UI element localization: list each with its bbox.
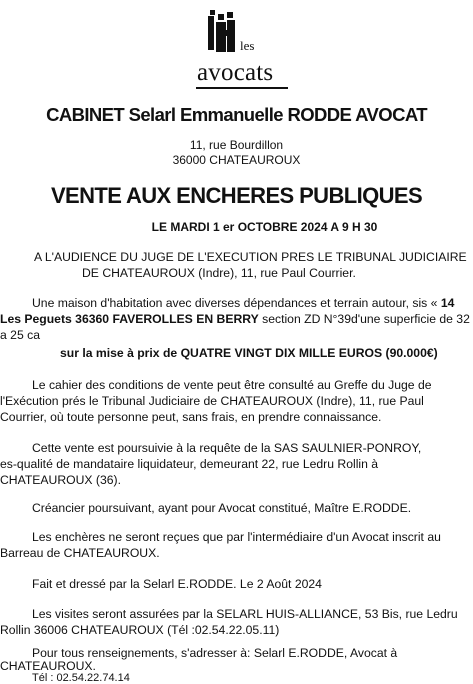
audience-line-2: DE CHATEAUROUX (Indre), 11, rue Paul Courrier. — [82, 266, 356, 280]
property-line-3: a 25 ca — [0, 328, 40, 342]
info-line-3: Tél : 02.54.22.74.14 — [32, 672, 130, 684]
logo-word-les: les — [240, 38, 255, 53]
property-number: 14 — [440, 296, 455, 310]
drafted-line: Fait et dressé par la Selarl E.RODDE. Le 2 Août 2024 — [32, 577, 322, 591]
reserve-price: sur la mise à prix de QUATRE VINGT DIX MILLE EUROS (90.000€) — [60, 346, 438, 360]
property-line-1 — [32, 295, 454, 312]
cabinet-address-city: 36000 CHATEAUROUX — [172, 153, 301, 167]
page-title: VENTE AUX ENCHERES PUBLIQUES — [50, 183, 423, 208]
audience-line-1: A L'AUDIENCE DU JUGE DE L'EXECUTION PRES LE TRIBUNAL JUDICIAIRE — [34, 250, 467, 264]
bids-line-2: Barreau de CHATEAUROUX. — [0, 546, 160, 560]
sale-date: LE MARDI 1 er OCTOBRE 2024 A 9 H 30 — [151, 220, 378, 234]
logo-word-avocats: avocats — [197, 59, 274, 86]
property-address: Les Peguets 36360 FAVEROLLES EN BERRY — [0, 312, 259, 326]
property-intro: Une maison d'habitation avec diverses dépendances et terrain autour, sis « — [32, 296, 441, 310]
visits-line-2: Rollin 36006 CHATEAUROUX (Tél :02.54.22.05.11) — [0, 623, 280, 637]
pursuit-line-3: CHATEAUROUX (36). — [0, 473, 121, 487]
visits-line-1: Les visites seront assurées par la SELARL HUIS-ALLIANCE, 53 Bis, rue Ledru — [32, 607, 458, 621]
property-line-2 — [0, 311, 470, 328]
info-line-1: Pour tous renseignements, s'adresser à: Selarl E.RODDE, Avocat à — [32, 646, 398, 660]
property-cadastre: section ZD N°39d'une superficie de 32 — [258, 312, 470, 326]
cabinet-name: CABINET Selarl Emmanuelle RODDE AVOCAT — [46, 104, 427, 125]
bids-line-1: Les enchères ne seront reçues que par l'intermédiaire d'un Avocat inscrit au — [32, 530, 441, 544]
pursuit-line-2: es-qualité de mandataire liquidateur, demeurant 22, rue Ledru Rollin à — [0, 457, 379, 471]
creditor-line: Créancier poursuivant, ayant pour Avocat constitué, Maître E.RODDE. — [32, 501, 412, 515]
info-line-2: CHATEAUROUX. — [0, 659, 96, 673]
conditions-line-1: Le cahier des conditions de vente peut être consulté au Greffe du Juge de — [32, 378, 432, 392]
conditions-line-2: l'Exécution prés le Tribunal Judiciaire de CHATEAUROUX (Indre), 11, rue Paul — [0, 394, 424, 408]
logo-underline — [196, 87, 288, 89]
pursuit-line-1: Cette vente est poursuivie à la requête de la SAS SAULNIER-PONROY, — [32, 441, 422, 455]
conditions-line-3: Courrier, où toute personne peut, sans frais, en prendre connaissance. — [0, 410, 382, 424]
cabinet-address-street: 11, rue Bourdillon — [189, 138, 284, 152]
